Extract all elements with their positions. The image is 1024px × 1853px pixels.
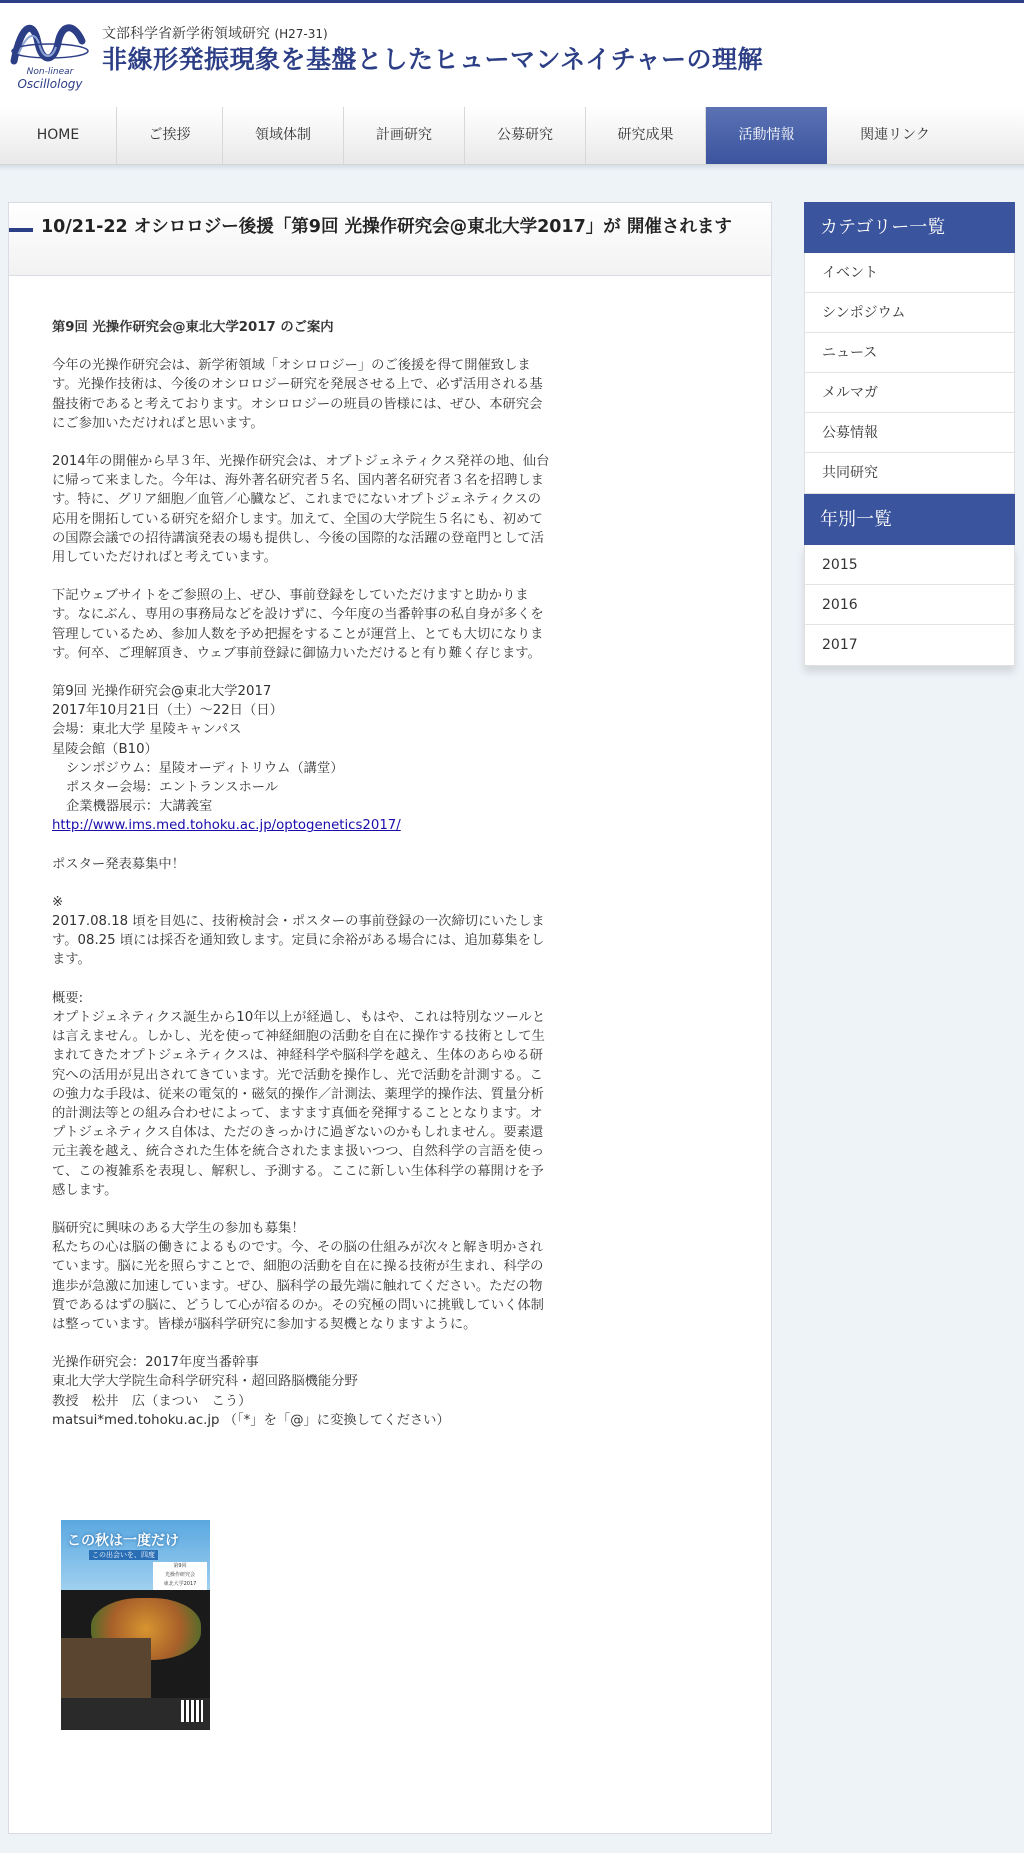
contact-email: matsui*med.tohoku.ac.jp （「*」を「@」に変換してください）	[52, 1412, 450, 1428]
category-item-public-info[interactable]: 公募情報	[805, 413, 1014, 453]
poster-card-line3: 東北大学2017	[163, 1581, 197, 1587]
site-title[interactable]: 非線形発振現象を基盤としたヒューマンネイチャーの理解	[102, 45, 764, 74]
title-accent-bar	[9, 228, 33, 232]
site-header	[0, 3, 1024, 107]
sidebar	[804, 202, 1015, 666]
nav-planned-research[interactable]: 計画研究	[344, 107, 465, 164]
poster-info-card	[153, 1562, 207, 1590]
poster-call: ポスター発表募集中！	[52, 856, 185, 872]
category-item-event[interactable]: イベント	[805, 253, 1014, 293]
year-item-2017[interactable]: 2017	[822, 637, 858, 653]
poster-qr-code-icon	[181, 1700, 203, 1722]
article	[8, 202, 772, 1834]
overview-label: 概要:	[52, 990, 84, 1006]
oscillology-logo-icon	[8, 17, 92, 69]
students-heading: 脳研究に興味のある大学生の参加も募集！	[52, 1220, 305, 1236]
year-item-2015[interactable]: 2015	[805, 545, 1014, 585]
paragraph-background: 2014年の開催から早３年、光操作研究会は、オプトジェネティクス発祥の地、仙台に帰って来ました。今年は、海外著名研究者５名、国内著名研究者３名を招聘します。特に、グリア細胞／血管／心臓など、これまでにないオプトジェネティクスの応用を開拓している研究を紹介します。加えて、全国の大学院生５名にも、初めての国際会議での招待講演発表の場も提供し、今後の国際的な活躍の登竜門として活用していただければと考えています。	[52, 454, 550, 566]
nav-home[interactable]: HOME	[0, 107, 117, 164]
nav-organization[interactable]: 領域体制	[223, 107, 344, 164]
event-venue-symposium: シンポジウム：星陵オーディトリウム（講堂）	[66, 760, 344, 776]
nav-public-research[interactable]: 公募研究	[465, 107, 586, 164]
nav-shadow	[0, 165, 1024, 171]
note-mark: ※	[52, 894, 64, 910]
nav-greeting[interactable]: ご挨拶	[117, 107, 223, 164]
poster-building	[61, 1638, 151, 1700]
nav-activities[interactable]: 活動情報	[706, 107, 827, 164]
poster-title: この秋は一度だけ	[67, 1533, 179, 1549]
site-logo[interactable]	[8, 17, 92, 93]
article-header	[8, 202, 772, 276]
contact-affiliation: 東北大学大学院生命科学研究科・超回路脳機能分野	[52, 1374, 358, 1390]
contact-name: 教授 松井 広（まつい こう）	[52, 1393, 252, 1409]
category-list	[804, 253, 1015, 494]
poster-card-line1: 第9回	[173, 1563, 187, 1569]
category-item-joint-research[interactable]: 共同研究	[822, 465, 878, 481]
category-item-mailmagazine[interactable]: メルマガ	[805, 373, 1014, 413]
global-nav	[0, 107, 1024, 165]
category-item-symposium[interactable]: シンポジウム	[805, 293, 1014, 333]
paragraph-intro: 今年の光操作研究会は、新学術領域「オシロロジー」のご後援を得て開催致します。光操作技術は、今後のオシロロジー研究を発展させる上で、必ず活用される基盤技術であると考えております。オシロロジーの班員の皆様には、ぜひ、本研究会にご参加いただければと思います。	[52, 358, 543, 431]
event-venue-hall: 星陵会館（B10）	[52, 741, 158, 757]
article-content	[52, 318, 552, 1430]
site-subtitle-years: (H27-31)	[274, 27, 328, 41]
category-item-news[interactable]: ニュース	[805, 333, 1014, 373]
nav-related-links[interactable]: 関連リンク	[860, 127, 930, 143]
event-venue: 会場：東北大学 星陵キャンパス	[52, 722, 242, 738]
header-text	[102, 25, 763, 75]
event-date: 2017年10月21日（土）〜22日（日）	[52, 703, 283, 719]
event-url-link[interactable]: http://www.ims.med.tohoku.ac.jp/optogenetics2017/	[52, 818, 401, 834]
registration-note: 2017.08.18 頃を目処に、技術検討会・ポスターの事前登録の一次締切にいたします。08.25 頃には採否を通知致します。定員に余裕がある場合には、追加募集をします。	[52, 914, 545, 968]
category-list-title: カテゴリー一覧	[804, 202, 1015, 253]
event-name: 第9回 光操作研究会@東北大学2017	[52, 684, 272, 700]
year-item-2016[interactable]: 2016	[805, 585, 1014, 625]
event-poster-image[interactable]	[61, 1520, 210, 1730]
students-text: 私たちの心は脳の働きによるものです。今、その脳の仕組みが次々と解き明かされています。脳に光を照らすことで、細胞の活動を自在に操る技術が生まれ、科学の進歩が急激に加速しています。ぜひ、脳科学の最先端に触れてください。ただの物質であるはずの脳に、どうして心が宿るのか。その究極の問いに挑戦していく体制は整っています。皆様が脳科学研究に参加する契機となりますように。	[52, 1240, 544, 1332]
event-venue-poster: ポスター会場：エントランスホール	[66, 780, 279, 796]
poster-card-line2: 光操作研究会	[164, 1572, 195, 1578]
logo-subtext: Non-linear	[26, 67, 74, 77]
contact-role: 光操作研究会：2017年度当番幹事	[52, 1355, 259, 1371]
nav-research-results[interactable]: 研究成果	[586, 107, 706, 164]
site-subtitle-text: 文部科学省新学術領域研究	[102, 26, 270, 42]
overview-text: オプトジェネティクス誕生から10年以上が経過し、もはや、これは特別なツールとは言えません。しかし、光を使って神経細胞の活動を自在に操作する技術として生まれてきたオプトジェネティクスは、神経科学や脳科学を越え、生体のあらゆる研究への活用が見出されてきています。光で活動を操作し、光で活動を計測する。この強力な手段は、従来の電気的・磁気的操作／計測法、薬理学的操作法、質量分析的計測法等との組み合わせによって、ますます真価を発揮することとなります。オプトジェネティクス自体は、ただのきっかけに過ぎないのかもしれません。要素還元主義を越え、統合された生体を統合されたまま扱いつつ、自然科学の言語を使って、この複雑系を表現し、解釈し、予測する。ここに新しい生体科学の幕開けを予感します。	[52, 1009, 546, 1198]
year-list	[804, 545, 1015, 666]
logo-text: Oscillology	[17, 77, 83, 91]
poster-subtitle: この出会いを、四度	[89, 1550, 158, 1560]
paragraph-registration: 下記ウェブサイトをご参照の上、ぜひ、事前登録をしていただけますと助かります。なにぶん、専用の事務局などを設けずに、今年度の当番幹事の私自身が多くを管理しているため、参加人数を予め把握をすることが運営上、とても大切になります。何卒、ご理解頂き、ウェブ事前登録に御協力いただけると有り難く存じます。	[52, 588, 544, 661]
event-venue-exhibit: 企業機器展示：大講義室	[66, 799, 213, 815]
post-heading: 第9回 光操作研究会@東北大学2017 のご案内	[52, 320, 334, 335]
article-title: 10/21-22 オシロロジー後援「第9回 光操作研究会@東北大学2017」が 開催されます	[41, 217, 732, 237]
site-subtitle	[102, 25, 763, 43]
year-list-title: 年別一覧	[804, 494, 1015, 545]
